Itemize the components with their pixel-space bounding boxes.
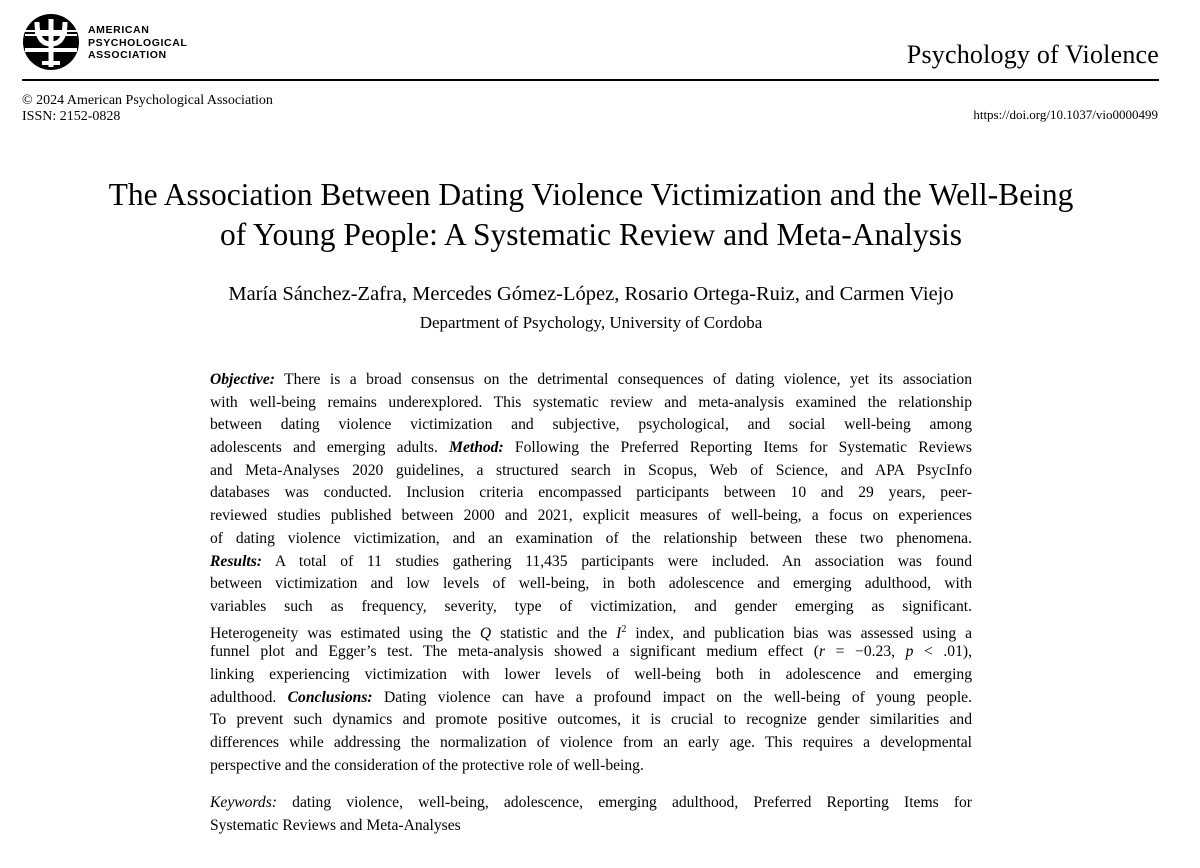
journal-header: [22, 13, 1159, 81]
copyright: © 2024 American Psychological Association: [22, 93, 273, 108]
publisher-name: AMERICAN PSYCHOLOGICAL ASSOCIATION: [88, 24, 188, 61]
affiliation: Department of Psychology, University of Cordoba: [419, 313, 763, 332]
authors: María Sánchez-Zafra, Mercedes Gómez-López, Rosario Ortega-Ruiz, and Carmen Viejo: [228, 283, 954, 305]
journal-title: Psychology of Violence: [906, 40, 1159, 69]
keywords-label: Keywords:: [210, 794, 277, 811]
objective-label: Objective:: [210, 371, 275, 388]
apa-logo-icon: [22, 13, 80, 71]
keywords: Keywords: dating violence, well-being, adolescence, emerging adulthood, Preferred Reporting Items for Systematic Reviews and Meta-Analyses: [210, 794, 973, 834]
conclusions-label: Conclusions:: [287, 688, 373, 706]
publication-meta: [22, 93, 273, 125]
doi-link[interactable]: https://doi.org/10.1037/vio0000499: [973, 107, 1158, 122]
article-title: The Association Between Dating Violence Victimization and the Well-Being of Young People: A Systematic Review and Meta-Analysis: [108, 177, 1074, 252]
issn: ISSN: 2152-0828: [22, 109, 121, 124]
results-label: Results:: [210, 552, 262, 570]
method-label: Method:: [449, 439, 504, 457]
abstract: Objective: There is a broad consensus on the detrimental consequences of dating violence, yet its association with well-being remains underexplored. This systematic review and meta-analysis examined the relationship between dating violence victimization and subjective, psychological, and social well-being among adolescents and emerging adults. Method: Following the Preferred Reporting Items for Systematic Reviews and Meta-Analyses 2020 guidelines, a structured search in Scopus, Web of Science, and APA PsycInfo databases was conducted. Inclusion criteria encompassed participants between 10 and 29 years, peer- reviewed studies published between 2000 and 2021, explicit measures of well-being, a focus on experiences of dating violence victimization, and an examination of the relationship between these two phenomena. Results: A total of 11 studies gathering 11,435 participants were included. An association was found between victimization and low levels of well-being, in both adolescence and emerging adulthood, with variables such as frequency, severity, type of victimization, and gender emerging as significant. Heterogeneity was estimated using the Q statistic and the $I^2$ index, and publication bias was assessed using a funnel plot and Egger’s test. The meta-analysis showed a significant medium effect (r = −0.23, p < .01), linking experiencing victimization with lower levels of well-being both in adolescence and emerging adulthood. Conclusions: Dating violence can have a profound impact on the well-being of young people. To prevent such dynamics and promote positive outcomes, it is crucial to recognize gender similarities and differences while addressing the normalization of violence from an early age. This requires a developmental perspective and the consideration of the protective role of well-being.: [210, 371, 973, 774]
